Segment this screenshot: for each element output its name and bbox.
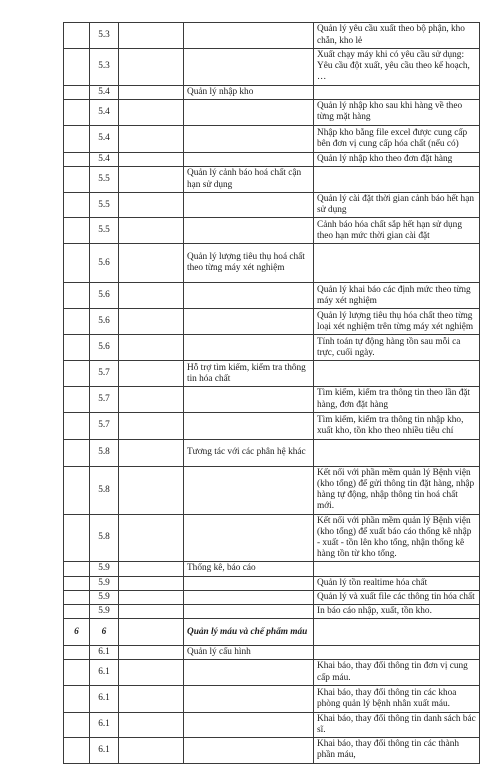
item-number-cell: 5.9 <box>90 590 119 604</box>
table-row <box>64 712 480 737</box>
description-cell: Quản lý cài đặt thời gian cảnh báo hết hạn sử dụng <box>314 193 480 218</box>
section-number-cell <box>64 685 90 712</box>
section-number-cell <box>64 152 90 166</box>
empty-cell <box>119 412 184 439</box>
empty-cell <box>119 218 184 244</box>
feature-cell <box>184 309 314 335</box>
section-number-cell <box>64 49 90 86</box>
item-number-cell: 5.6 <box>90 335 119 361</box>
section-number-cell <box>64 244 90 283</box>
empty-cell <box>119 361 184 387</box>
description-cell: Quản lý nhập kho sau khi hàng về theo từng mặt hàng <box>314 99 480 125</box>
item-number-cell: 5.4 <box>90 125 119 152</box>
feature-cell <box>184 387 314 412</box>
description-cell: Tìm kiếm, kiểm tra thông tin nhập kho, xuất kho, tồn kho theo nhiều tiêu chí <box>314 412 480 439</box>
empty-cell <box>119 466 184 514</box>
feature-cell <box>184 576 314 590</box>
description-cell: In báo cáo nhập, xuất, tồn kho. <box>314 605 480 619</box>
section-number-cell <box>64 283 90 309</box>
item-number-cell: 5.3 <box>90 49 119 86</box>
feature-cell <box>184 412 314 439</box>
section-row <box>64 619 480 646</box>
item-number-cell: 5.8 <box>90 439 119 466</box>
item-number-cell: 5.7 <box>90 412 119 439</box>
empty-cell <box>119 514 184 562</box>
empty-cell <box>119 49 184 86</box>
item-number-cell: 5.4 <box>90 152 119 166</box>
feature-cell <box>184 23 314 49</box>
feature-cell: Thống kê, báo cáo <box>184 562 314 576</box>
section-number-cell <box>64 99 90 125</box>
section-number-cell <box>64 738 90 763</box>
item-number-cell: 5.6 <box>90 244 119 283</box>
section-number-cell <box>64 514 90 562</box>
item-number-cell: 5.4 <box>90 99 119 125</box>
section-number-cell <box>64 387 90 412</box>
description-cell <box>314 439 480 466</box>
table-row <box>64 85 480 99</box>
section-number-cell <box>64 576 90 590</box>
empty-cell <box>119 85 184 99</box>
feature-cell <box>184 605 314 619</box>
empty-cell <box>119 387 184 412</box>
empty-cell <box>119 309 184 335</box>
item-number-cell: 5.9 <box>90 562 119 576</box>
section-number-cell: 6 <box>64 619 90 646</box>
item-number-cell: 6.1 <box>90 738 119 763</box>
description-cell <box>314 619 480 646</box>
table-row <box>64 514 480 562</box>
empty-cell <box>119 646 184 660</box>
description-cell <box>314 85 480 99</box>
feature-cell <box>184 125 314 152</box>
description-cell: Quản lý lượng tiêu thụ hóa chất theo từng loại xét nghiệm trên từng máy xét nghiệm <box>314 309 480 335</box>
table-row <box>64 125 480 152</box>
item-number-cell: 5.5 <box>90 193 119 218</box>
feature-cell <box>184 738 314 763</box>
feature-cell <box>184 590 314 604</box>
item-number-cell: 6 <box>90 619 119 646</box>
table-row <box>64 685 480 712</box>
section-number-cell <box>64 466 90 514</box>
table-row <box>64 99 480 125</box>
feature-cell <box>184 685 314 712</box>
table-row <box>64 466 480 514</box>
feature-cell: Quản lý cảnh báo hoá chất cận hạn sử dụng <box>184 167 314 193</box>
item-number-cell: 5.9 <box>90 576 119 590</box>
description-cell: Quản lý yêu cầu xuất theo bộ phận, kho chẵn, kho lẻ <box>314 23 480 49</box>
requirements-table-body <box>64 23 480 764</box>
description-cell: Cảnh báo hóa chất sắp hết hạn sử dụng theo hạn mức thời gian cài đặt <box>314 218 480 244</box>
feature-cell: Hỗ trợ tìm kiếm, kiểm tra thông tin hóa chất <box>184 361 314 387</box>
table-row <box>64 387 480 412</box>
item-number-cell: 5.6 <box>90 283 119 309</box>
empty-cell <box>119 605 184 619</box>
table-row <box>64 646 480 660</box>
item-number-cell: 5.5 <box>90 167 119 193</box>
section-number-cell <box>64 85 90 99</box>
table-row <box>64 49 480 86</box>
description-cell: Quản lý nhập kho theo đơn đặt hàng <box>314 152 480 166</box>
item-number-cell: 5.3 <box>90 23 119 49</box>
table-row <box>64 244 480 283</box>
feature-cell: Quản lý máu và chế phẩm máu <box>184 619 314 646</box>
feature-cell <box>184 283 314 309</box>
item-number-cell: 6.1 <box>90 712 119 737</box>
empty-cell <box>119 712 184 737</box>
description-cell <box>314 167 480 193</box>
section-number-cell <box>64 125 90 152</box>
section-number-cell <box>64 590 90 604</box>
section-number-cell <box>64 439 90 466</box>
table-row <box>64 412 480 439</box>
section-number-cell <box>64 646 90 660</box>
empty-cell <box>119 152 184 166</box>
item-number-cell: 5.6 <box>90 309 119 335</box>
description-cell: Tính toán tự động hàng tồn sau mỗi ca trực, cuối ngày. <box>314 335 480 361</box>
description-cell: Xuất chạy máy khi có yêu cầu sử dụng: Yêu cầu đột xuất, yêu cầu theo kế hoạch, … <box>314 49 480 86</box>
table-row <box>64 361 480 387</box>
empty-cell <box>119 576 184 590</box>
section-number-cell <box>64 23 90 49</box>
feature-cell <box>184 152 314 166</box>
description-cell: Nhập kho bằng file excel được cung cấp bên đơn vị cung cấp hóa chất (nếu có) <box>314 125 480 152</box>
item-number-cell: 5.5 <box>90 218 119 244</box>
table-row <box>64 167 480 193</box>
item-number-cell: 5.8 <box>90 466 119 514</box>
section-number-cell <box>64 335 90 361</box>
empty-cell <box>119 244 184 283</box>
empty-cell <box>119 283 184 309</box>
table-row <box>64 152 480 166</box>
feature-cell <box>184 335 314 361</box>
feature-cell: Quản lý nhập kho <box>184 85 314 99</box>
item-number-cell: 6.1 <box>90 646 119 660</box>
feature-cell: Tương tác với các phân hệ khác <box>184 439 314 466</box>
empty-cell <box>119 590 184 604</box>
description-cell: Khai báo, thay đổi thông tin các thành phần máu, <box>314 738 480 763</box>
description-cell <box>314 562 480 576</box>
section-number-cell <box>64 309 90 335</box>
table-row <box>64 218 480 244</box>
feature-cell: Quản lý lượng tiêu thụ hoá chất theo từng máy xét nghiệm <box>184 244 314 283</box>
description-cell <box>314 244 480 283</box>
section-number-cell <box>64 167 90 193</box>
table-row <box>64 23 480 49</box>
feature-cell <box>184 514 314 562</box>
description-cell: Quản lý và xuất file các thông tin hóa chất <box>314 590 480 604</box>
section-number-cell <box>64 218 90 244</box>
section-number-cell <box>64 605 90 619</box>
table-row <box>64 193 480 218</box>
description-cell: Kết nối với phần mềm quản lý Bệnh viện (kho tổng) để gửi thông tin đặt hàng, nhập hàng tự động, nhập thông tin hoá chất mới. <box>314 466 480 514</box>
feature-cell <box>184 660 314 685</box>
section-number-cell <box>64 660 90 685</box>
empty-cell <box>119 335 184 361</box>
item-number-cell: 5.7 <box>90 361 119 387</box>
description-cell: Tìm kiếm, kiểm tra thông tin theo lần đặt hàng, đơn đặt hàng <box>314 387 480 412</box>
empty-cell <box>119 738 184 763</box>
empty-cell <box>119 619 184 646</box>
section-number-cell <box>64 712 90 737</box>
item-number-cell: 5.8 <box>90 514 119 562</box>
feature-cell <box>184 99 314 125</box>
empty-cell <box>119 562 184 576</box>
description-cell: Khai báo, thay đổi thông tin danh sách bác sĩ. <box>314 712 480 737</box>
empty-cell <box>119 23 184 49</box>
feature-cell <box>184 193 314 218</box>
empty-cell <box>119 439 184 466</box>
empty-cell <box>119 193 184 218</box>
empty-cell <box>119 167 184 193</box>
section-number-cell <box>64 361 90 387</box>
table-row <box>64 605 480 619</box>
feature-cell <box>184 712 314 737</box>
empty-cell <box>119 99 184 125</box>
feature-cell <box>184 466 314 514</box>
section-number-cell <box>64 562 90 576</box>
description-cell <box>314 361 480 387</box>
table-row <box>64 283 480 309</box>
empty-cell <box>119 125 184 152</box>
description-cell: Kết nối với phần mềm quản lý Bệnh viện (kho tổng) để xuất báo cáo thống kê nhập - xuất - tồn lên kho tổng, nhận thống kê hàng tồn từ kho tổng. <box>314 514 480 562</box>
section-number-cell <box>64 412 90 439</box>
empty-cell <box>119 685 184 712</box>
table-row <box>64 590 480 604</box>
description-cell: Khai báo, thay đổi thông tin đơn vị cung cấp máu. <box>314 660 480 685</box>
description-cell: Khai báo, thay đổi thông tin các khoa phòng quản lý bệnh nhân xuất máu. <box>314 685 480 712</box>
item-number-cell: 5.4 <box>90 85 119 99</box>
description-cell <box>314 646 480 660</box>
table-row <box>64 439 480 466</box>
description-cell: Quản lý tồn realtime hóa chất <box>314 576 480 590</box>
section-number-cell <box>64 193 90 218</box>
table-row <box>64 562 480 576</box>
feature-cell <box>184 218 314 244</box>
item-number-cell: 5.9 <box>90 605 119 619</box>
empty-cell <box>119 660 184 685</box>
table-row <box>64 738 480 763</box>
item-number-cell: 6.1 <box>90 660 119 685</box>
item-number-cell: 6.1 <box>90 685 119 712</box>
requirements-table <box>63 22 480 764</box>
table-row <box>64 335 480 361</box>
table-row <box>64 576 480 590</box>
feature-cell: Quản lý cấu hình <box>184 646 314 660</box>
table-row <box>64 660 480 685</box>
table-row <box>64 309 480 335</box>
item-number-cell: 5.7 <box>90 387 119 412</box>
description-cell: Quản lý khai báo các định mức theo từng máy xét nghiệm <box>314 283 480 309</box>
feature-cell <box>184 49 314 86</box>
